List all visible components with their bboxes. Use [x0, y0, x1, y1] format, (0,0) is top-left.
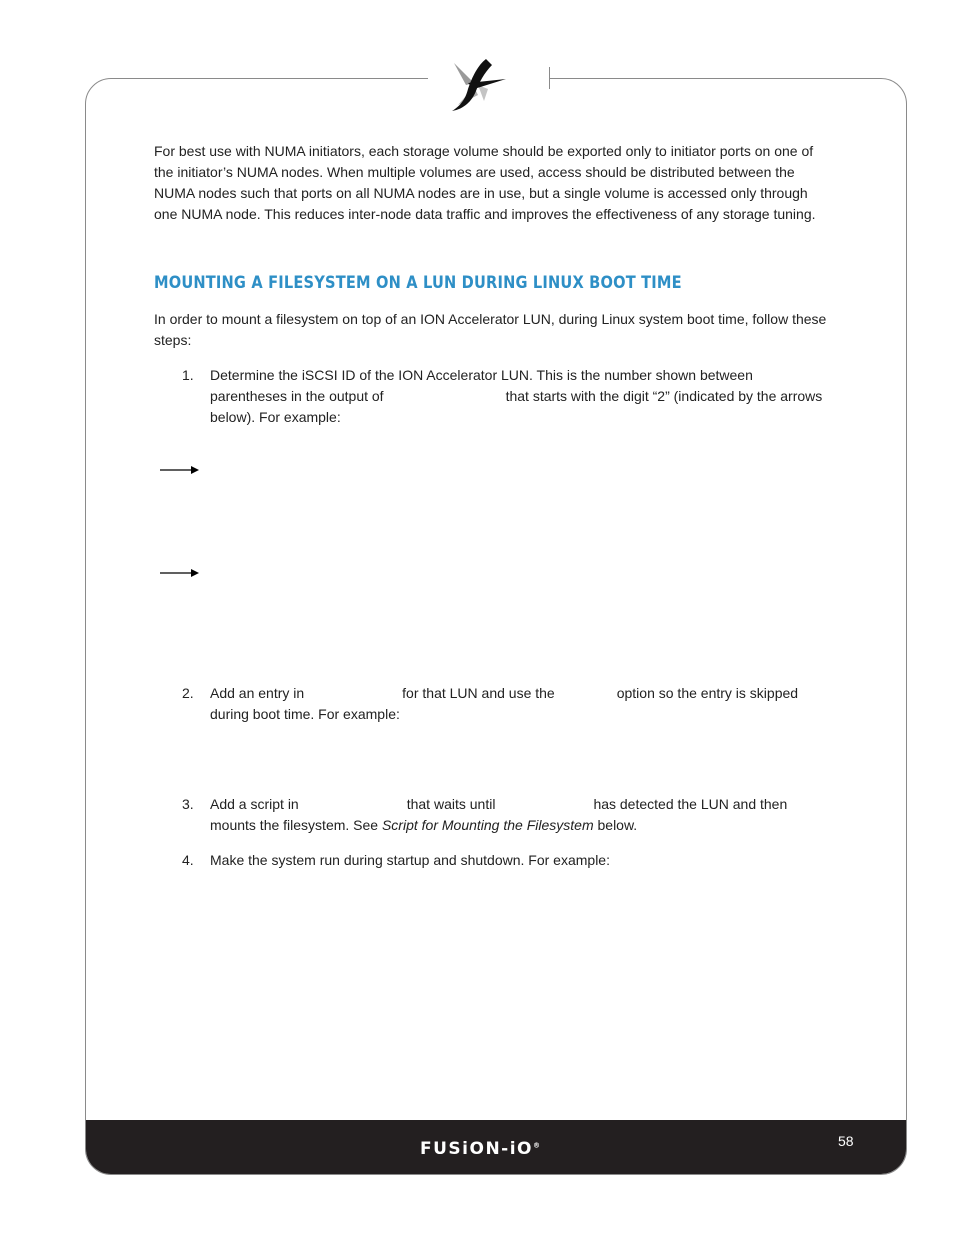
- page-number: 58: [838, 1133, 854, 1149]
- step-3: [182, 794, 832, 836]
- step-1: [182, 365, 832, 428]
- step-number: 3.: [182, 796, 194, 812]
- step-text: Determine the iSCSI ID of the ION Accelerator LUN. This is the number shown between parentheses in the output of that starts with the digit “2” (indicated by the arrows below). For example:: [210, 367, 823, 425]
- step-text: Add a script in that waits until has detected the LUN and then mounts the filesystem. See Script for Mounting the Filesystem below.: [210, 796, 788, 833]
- page-frame: [85, 78, 907, 1175]
- step-4: [182, 850, 832, 871]
- intro-paragraph: For best use with NUMA initiators, each storage volume should be exported only to initiator ports on one of the initiator’s NUMA nodes. When multiple volumes are used, access should be distributed between the NUMA nodes such that ports on all NUMA nodes are in use, but a single volume is accessed only through one NUMA node. This reduces inter-node data traffic and improves the effectiveness of any storage tuning.: [154, 143, 816, 222]
- arrow-right-icon: [160, 465, 200, 475]
- step-2: [182, 683, 832, 725]
- section-intro: In order to mount a filesystem on top of an ION Accelerator LUN, during Linux system boot time, follow these steps:: [154, 311, 827, 348]
- step-number: 4.: [182, 852, 194, 868]
- step-text: Make the system run during startup and shutdown. For example:: [210, 852, 610, 868]
- step-number: 2.: [182, 685, 194, 701]
- frame-tick: [549, 67, 550, 89]
- step-text: Add an entry in for that LUN and use the option so the entry is skipped during boot time. For example:: [210, 685, 799, 722]
- arrow-right-icon: [160, 568, 200, 578]
- fusion-io-star-logo-icon: [444, 55, 510, 115]
- script-reference: Script for Mounting the Filesystem: [381, 817, 594, 833]
- step-number: 1.: [182, 367, 194, 383]
- fusion-io-wordmark: FUSiON-iO®: [420, 1139, 541, 1159]
- section-heading: MOUNTING A FILESYSTEM ON A LUN DURING LINUX BOOT TIME: [154, 273, 682, 293]
